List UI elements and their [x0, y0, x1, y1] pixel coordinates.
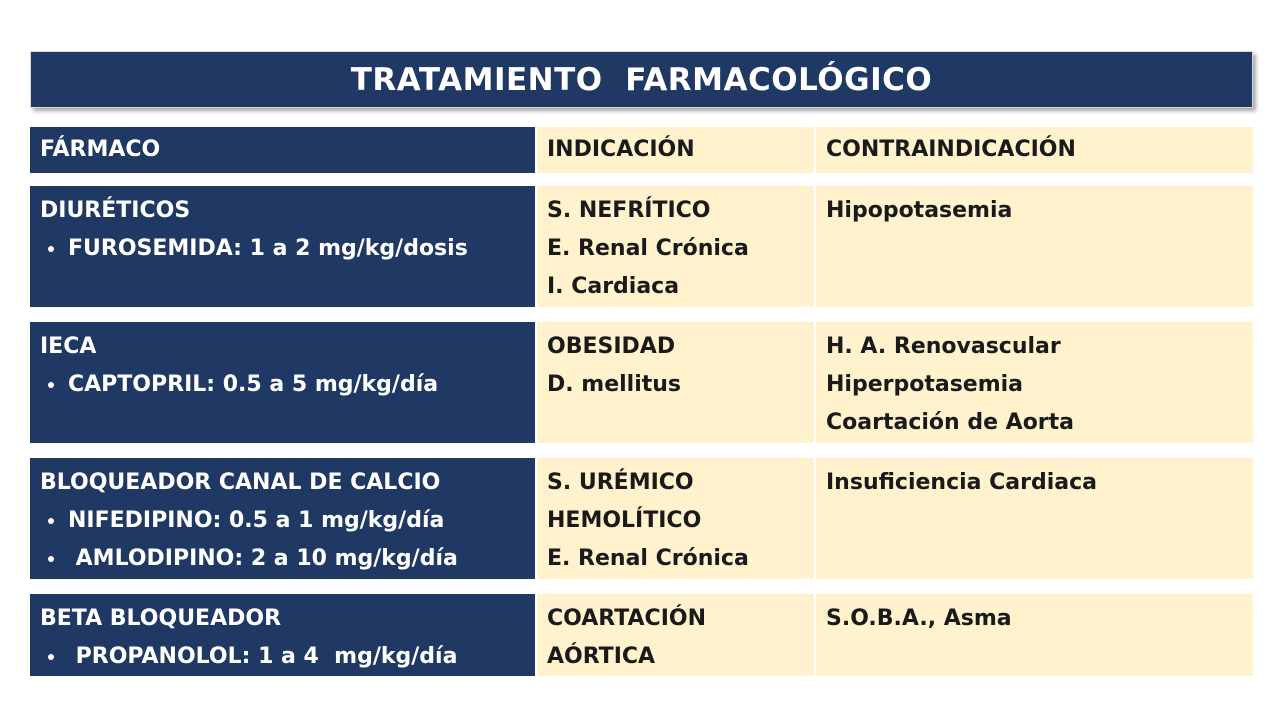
- farmaco-class: BETA BLOQUEADOR: [40, 606, 282, 631]
- farmaco-cell: [30, 594, 535, 676]
- indicacion-item: E. Renal Crónica: [547, 236, 749, 261]
- contraindicacion-cell: [816, 186, 1253, 307]
- bullet-icon: [48, 518, 54, 524]
- indicacion-item: D. mellitus: [547, 372, 682, 397]
- indicacion-cell: [537, 322, 814, 443]
- contraindicacion-cell: [816, 322, 1253, 443]
- indicacion-cell: [537, 458, 814, 579]
- table-row: [30, 594, 1253, 676]
- drug-dose: AMLODIPINO: 2 a 10 mg/kg/día: [68, 546, 458, 571]
- contraindicacion-cell: [816, 458, 1253, 579]
- indicacion-item: S. URÉMICO: [547, 470, 694, 495]
- indicacion-item: AÓRTICA: [547, 644, 656, 669]
- drug-dose: PROPANOLOL: 1 a 4 mg/kg/día: [68, 644, 458, 669]
- drug-item: [40, 230, 525, 268]
- farmaco-class: BLOQUEADOR CANAL DE CALCIO: [40, 470, 441, 495]
- drug-item: [40, 540, 525, 578]
- table-row: [30, 458, 1253, 579]
- indicacion-item: HEMOLÍTICO: [547, 508, 702, 533]
- farmaco-cell: [30, 458, 535, 579]
- title-banner: [30, 51, 1253, 108]
- header-contraindicacion: CONTRAINDICACIÓN: [816, 127, 1253, 173]
- farmaco-class: DIURÉTICOS: [40, 198, 191, 223]
- header-indicacion: INDICACIÓN: [537, 127, 814, 173]
- drug-item: [40, 366, 525, 404]
- farmaco-cell: [30, 186, 535, 307]
- contraindicacion-item: Hiperpotasemia: [826, 372, 1024, 397]
- indicacion-item: E. Renal Crónica: [547, 546, 749, 571]
- indicacion-item: COARTACIÓN: [547, 606, 707, 631]
- table-row: [30, 322, 1253, 443]
- indicacion-item: I. Cardiaca: [547, 274, 680, 299]
- contraindicacion-cell: [816, 594, 1253, 676]
- contraindicacion-item: Insuficiencia Cardiaca: [826, 470, 1098, 495]
- header-farmaco: FÁRMACO: [30, 127, 535, 173]
- indicacion-cell: [537, 594, 814, 676]
- drug-item: [40, 638, 525, 676]
- bullet-icon: [48, 556, 54, 562]
- indicacion-item: S. NEFRÍTICO: [547, 198, 711, 223]
- drug-dose: CAPTOPRIL: 0.5 a 5 mg/kg/día: [68, 372, 439, 397]
- farmaco-cell: [30, 322, 535, 443]
- page-title: TRATAMIENTO FARMACOLÓGICO: [350, 61, 933, 98]
- drug-dose: NIFEDIPINO: 0.5 a 1 mg/kg/día: [68, 508, 445, 533]
- contraindicacion-item: Hipopotasemia: [826, 198, 1013, 223]
- bullet-icon: [48, 654, 54, 660]
- indicacion-cell: [537, 186, 814, 307]
- bullet-icon: [48, 382, 54, 388]
- table-row: [30, 186, 1253, 307]
- farmaco-class: IECA: [40, 334, 97, 359]
- contraindicacion-item: S.O.B.A., Asma: [826, 606, 1012, 631]
- contraindicacion-item: H. A. Renovascular: [826, 334, 1061, 359]
- table-header-row: [30, 127, 1253, 173]
- drug-item: [40, 502, 525, 540]
- drug-dose: FUROSEMIDA: 1 a 2 mg/kg/dosis: [68, 236, 468, 261]
- contraindicacion-item: Coartación de Aorta: [826, 410, 1075, 435]
- indicacion-item: OBESIDAD: [547, 334, 676, 359]
- bullet-icon: [48, 246, 54, 252]
